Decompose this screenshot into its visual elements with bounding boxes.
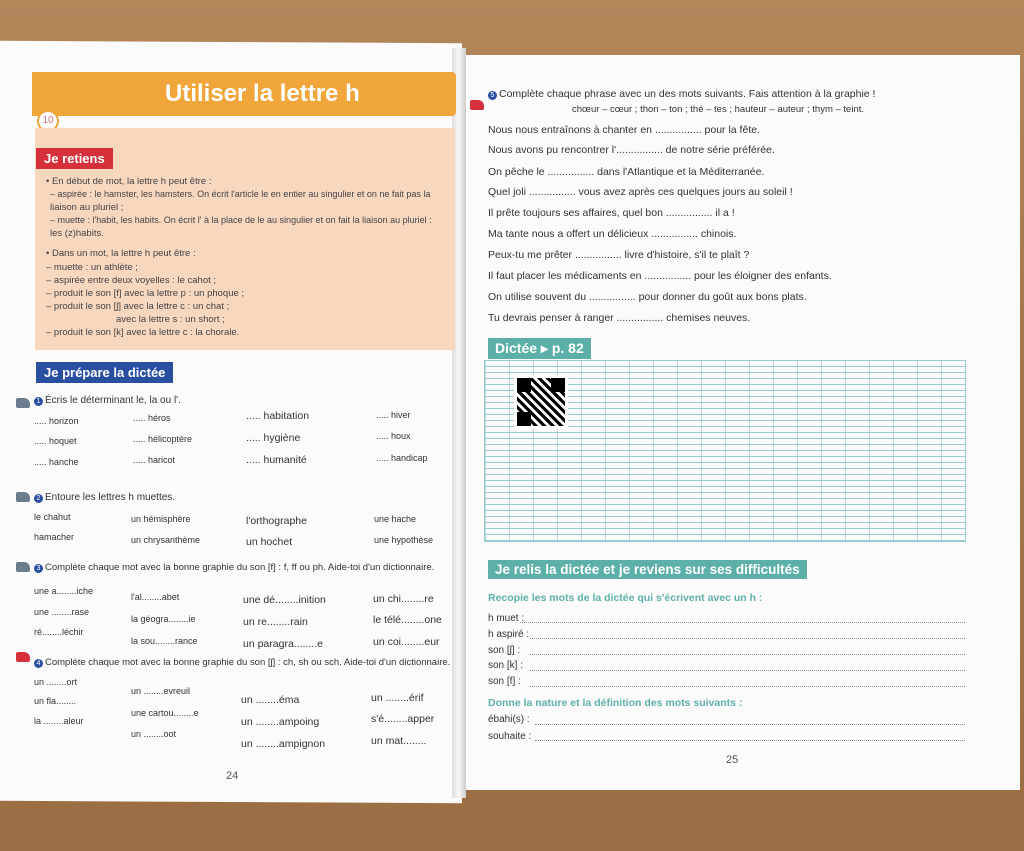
exercise-item[interactable]: une cartou........e	[131, 708, 199, 718]
exercise-item[interactable]: ..... horizon	[34, 416, 79, 426]
exercise-item[interactable]: un coi........eur	[373, 636, 440, 648]
rule-line: • En début de mot, la lettre h peut être :	[46, 176, 212, 187]
exercise-item[interactable]: une a........iche	[34, 586, 94, 596]
rule-line: – produit le son [k] avec la lettre c : la chorale.	[46, 327, 240, 338]
exercise-2-instruction: 2 Entoure les lettres h muettes.	[34, 492, 175, 503]
page-number-left: 24	[226, 770, 239, 782]
exercise-item[interactable]: ..... houx	[376, 431, 411, 441]
rule-line: – produit le son [f] avec la lettre p : un phoque ;	[46, 288, 245, 299]
recopie-label: son [f] :	[488, 676, 521, 687]
answer-line[interactable]	[535, 724, 965, 725]
exercise-item[interactable]: une dé........inition	[243, 594, 326, 606]
exercise-item[interactable]: un hochet	[246, 536, 293, 548]
hand-icon	[470, 100, 484, 110]
recopie-instruction: Recopie les mots de la dictée qui s'écrivent avec un h :	[488, 592, 763, 604]
recopie-label: son [k] :	[488, 660, 524, 671]
exercise-item[interactable]: une hypothèse	[374, 535, 434, 545]
exercise-item[interactable]: l'orthographe	[246, 515, 307, 527]
answer-line[interactable]	[530, 654, 965, 655]
hand-icon	[16, 562, 30, 572]
sentence[interactable]: On pêche le ................ dans l'Atlantique et la Méditerranée.	[488, 166, 765, 178]
rule-line: – aspirée : le hamster, les hamsters. On écrit l'article le en entier au singulier et on ne fait pas la	[50, 189, 431, 199]
sentence[interactable]: Il faut placer les médicaments en ................ pour les éloigner des enfants.	[488, 270, 832, 282]
answer-line[interactable]	[535, 740, 965, 741]
qr-code-icon[interactable]	[514, 375, 568, 429]
exercise-item[interactable]: un chi........re	[373, 593, 434, 605]
hand-icon	[16, 398, 30, 408]
exercise-item[interactable]: hamacher	[34, 532, 75, 542]
exercise-item[interactable]: ..... hygiène	[246, 432, 301, 444]
sentence[interactable]: Ma tante nous a offert un délicieux ................ chinois.	[488, 228, 737, 240]
exercise-item[interactable]: un hémisphère	[131, 514, 191, 524]
chapter-number-badge: 10	[37, 110, 59, 132]
nature-instruction: Donne la nature et la définition des mots suivants :	[488, 697, 743, 709]
exercise-item[interactable]: ..... hiver	[376, 410, 411, 420]
rule-line: les (z)habits.	[50, 228, 104, 239]
rule-line: – produit le son [ʃ] avec la lettre c : un chat ;	[46, 301, 230, 312]
answer-line[interactable]	[530, 686, 965, 687]
exercise-item[interactable]: ..... habitation	[246, 410, 310, 422]
exercise-item[interactable]: le chahut	[34, 512, 71, 522]
exercise-item[interactable]: la géogra........ie	[131, 614, 196, 624]
exercise-item[interactable]: un ........evreuil	[131, 686, 191, 696]
sentence[interactable]: Nous avons pu rencontrer l'................ de notre série préférée.	[488, 144, 775, 156]
exercise-item[interactable]: le télé........one	[373, 614, 442, 626]
exercise-item[interactable]: une ........rase	[34, 607, 90, 617]
nature-label: ébahi(s) :	[488, 714, 530, 725]
exercise-item[interactable]: une hache	[374, 514, 417, 524]
sentence[interactable]: On utilise souvent du ................ pour donner du goût aux bons plats.	[488, 291, 807, 303]
answer-line[interactable]	[530, 638, 965, 639]
relis-tag: Je relis la dictée et je reviens sur ses difficultés	[488, 560, 807, 579]
sentence[interactable]: Tu devrais penser à ranger ................ chemises neuves.	[488, 312, 751, 324]
dictee-tag[interactable]: Dictée ▸ p. 82	[488, 338, 591, 359]
rule-line: – muette : l'habit, les habits. On écrit l' à la place de le au singulier et on fait la liaison au pluriel :	[50, 215, 432, 225]
sentence[interactable]: Quel joli ................ vous avez après ces quelques jours au soleil !	[488, 186, 793, 198]
answer-line[interactable]	[520, 622, 965, 623]
je-retiens-tag: Je retiens	[36, 148, 113, 169]
exercise-item[interactable]: ..... hoquet	[34, 436, 77, 446]
chapter-title: Utiliser la lettre h	[165, 80, 360, 107]
exercise-item[interactable]: un ........érif	[371, 692, 424, 704]
exercise-item[interactable]: un re........rain	[243, 616, 308, 628]
exercise-item[interactable]: la sou........rance	[131, 636, 198, 646]
rule-line: – muette : un athlète ;	[46, 262, 138, 273]
exercise-item[interactable]: un mat........	[371, 735, 427, 747]
sentence[interactable]: Peux-tu me prêter ................ livre d'histoire, s'il te plaît ?	[488, 249, 750, 261]
exercise-item[interactable]: un fla........	[34, 696, 77, 706]
exercise-item[interactable]: un ........éma	[241, 694, 300, 706]
exercise-item[interactable]: l'al........abet	[131, 592, 180, 602]
exercise-item[interactable]: la ........aleur	[34, 716, 84, 726]
word-list: chœur – cœur ; thon – ton ; thé – tes ; hauteur – auteur ; thym – teint.	[572, 104, 865, 115]
exercise-item[interactable]: s'é........apper	[371, 713, 435, 725]
exercise-item[interactable]: ..... héros	[133, 413, 171, 423]
nature-label: souhaite :	[488, 731, 532, 742]
page-number-right: 25	[726, 754, 739, 766]
answer-line[interactable]	[530, 670, 965, 671]
exercise-item[interactable]: ..... humanité	[246, 454, 307, 466]
exercise-item[interactable]: ..... hélicoptère	[133, 434, 193, 444]
exercise-3-instruction: 3 Complète chaque mot avec la bonne graphie du son [f] : f, ff ou ph. Aide-toi d'un dictionnaire.	[34, 562, 434, 573]
sentence[interactable]: Il prête toujours ses affaires, quel bon ................ il a !	[488, 207, 735, 219]
hand-icon	[16, 492, 30, 502]
exercise-1-instruction: 1 Écris le déterminant le, la ou l'.	[34, 395, 181, 406]
exercise-item[interactable]: ..... handicap	[376, 453, 428, 463]
exercise-item[interactable]: un ........ampignon	[241, 738, 326, 750]
exercise-item[interactable]: ré........léchir	[34, 627, 84, 637]
rule-line: avec la lettre s : un short ;	[116, 314, 225, 325]
exercise-item[interactable]: un paragra........e	[243, 638, 323, 650]
sentence[interactable]: Nous nous entraînons à chanter en ................ pour la fête.	[488, 124, 760, 136]
rule-line: • Dans un mot, la lettre h peut être :	[46, 248, 196, 259]
rule-line: – aspirée entre deux voyelles : le cahot ;	[46, 275, 217, 286]
recopie-label: h aspiré :	[488, 629, 530, 640]
exercise-item[interactable]: un ........ampoing	[241, 716, 320, 728]
exercise-item[interactable]: un chrysanthème	[131, 535, 201, 545]
exercise-item[interactable]: ..... hanche	[34, 457, 79, 467]
exercise-5-instruction: 5 Complète chaque phrase avec un des mots suivants. Fais attention à la graphie !	[488, 88, 875, 100]
exercise-4-instruction: 4 Complète chaque mot avec la bonne graphie du son [ʃ] : ch, sh ou sch. Aide-toi d'un dictionnaire.	[34, 657, 450, 668]
exercise-item[interactable]: un ........ort	[34, 677, 78, 687]
je-prepare-tag: Je prépare la dictée	[36, 362, 173, 383]
recopie-label: son [ʃ] :	[488, 645, 521, 656]
exercise-item[interactable]: un ........oot	[131, 729, 177, 739]
recopie-label: h muet :	[488, 613, 525, 624]
rule-line: liaison au pluriel ;	[50, 202, 124, 213]
hand-icon	[16, 652, 30, 662]
exercise-item[interactable]: ..... haricot	[133, 455, 176, 465]
